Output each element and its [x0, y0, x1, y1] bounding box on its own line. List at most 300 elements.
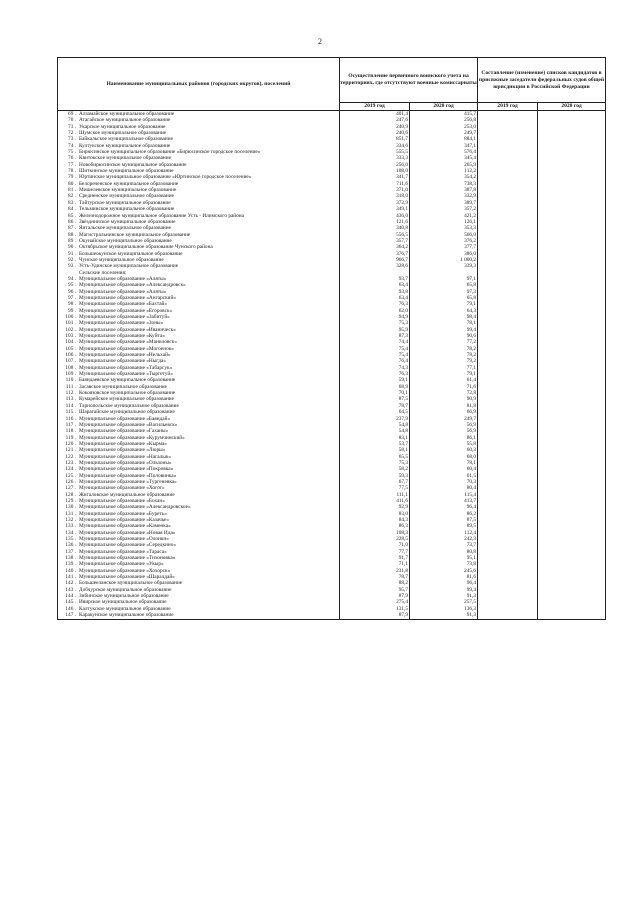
value-v2020: 99,4 [410, 587, 478, 593]
row-name: Байкальское муниципальное образование [79, 136, 173, 143]
value-v2019: 93,8 [340, 289, 410, 295]
value-v2019: 333,3 [340, 155, 410, 161]
value-v2020: 89,5 [410, 523, 478, 529]
value-v2020: 95,1 [410, 555, 478, 561]
value-v2019: 851,7 [340, 136, 410, 142]
row-number: 83 . [68, 199, 76, 206]
row-name: Муниципальное образование «Хогот» [79, 485, 165, 492]
value-v2019: 401,4 [340, 111, 410, 118]
value-v2020: 1 000,2 [410, 257, 478, 263]
value-v2020: 86,1 [410, 435, 478, 441]
row-number: 147 . [65, 612, 76, 619]
value-v2020: 77,2 [410, 339, 478, 345]
value-v2019: 94,9 [340, 314, 410, 320]
row-name: Мишелевское муниципальное образование [79, 187, 177, 194]
row-number: 78 . [68, 168, 76, 175]
row-number: 106 . [65, 352, 76, 359]
row-number: 88 . [68, 231, 76, 238]
row-number: 136 . [65, 542, 76, 549]
row-name: Муниципальное образование «Покровка» [79, 466, 174, 473]
row-number: 111 . [65, 383, 76, 390]
value-v2020: 112,2 [410, 168, 478, 174]
row-name: Кокоязовское муниципальное образование [79, 390, 176, 397]
row-number: 76 . [68, 155, 76, 162]
row-number: 74 . [68, 142, 76, 149]
row-name: Укарское муниципальное образование [79, 123, 166, 130]
row-name: Муниципальное образование «Тургеневка» [79, 478, 177, 485]
row-name: Магистральнинское муниципальное образование [79, 231, 191, 238]
row-number: 100 . [65, 314, 76, 320]
header-jury-lists: Составление (изменение) списков кандидатов в присяжные заседатели федеральных судов общей юрисдикции в Российской Федерации [478, 58, 606, 103]
value-v2019: 58,2 [340, 466, 410, 472]
row-name: Муниципальное образование «Тараса» [79, 548, 167, 555]
row-name: Муниципальное образование «Бахтай» [79, 301, 168, 308]
row-number: 116 . [65, 415, 76, 422]
row-number: 129 . [65, 497, 76, 504]
row-number: 133 . [65, 523, 76, 530]
value-v2020: 66,9 [410, 409, 478, 415]
value-v2020: 256,8 [410, 117, 478, 123]
row-name: Муниципальное образование «Шаралдай» [79, 574, 175, 581]
value-v2020: 96,4 [410, 504, 478, 510]
value-v2020: 884,1 [410, 136, 478, 142]
row-number: 119 . [65, 434, 76, 441]
value-v2019: 328,6 [340, 263, 410, 269]
value-v2020: 73,8 [410, 561, 478, 567]
value-v2019: 67,7 [340, 479, 410, 485]
value-v2019: 63,4 [340, 282, 410, 288]
row-number: 93 . [68, 263, 76, 270]
value-v2020: 70,3 [410, 479, 478, 485]
value-v2019: 62,0 [340, 308, 410, 314]
value-v2019: 59,1 [340, 377, 410, 383]
row-name: Кумарейское муниципальное образование [79, 396, 174, 403]
row-number: 72 . [68, 130, 76, 137]
row-number: 108 . [65, 364, 76, 371]
row-name: Муниципальное образование «Забитуй» [79, 314, 170, 320]
value-v2020: 71,6 [410, 384, 478, 390]
value-v2019: 75,3 [340, 320, 410, 326]
row-number: 85 . [68, 212, 76, 219]
value-v2019: 78,7 [340, 403, 410, 409]
row-number: 95 . [68, 282, 76, 289]
row-number: 80 . [68, 180, 76, 187]
jury-value-cell [478, 111, 538, 118]
value-v2020: 249,7 [410, 130, 478, 136]
row-name: Муниципальное образование «Бохан» [79, 497, 165, 504]
value-v2019: 318,0 [340, 193, 410, 199]
value-v2019: 71,0 [340, 542, 410, 548]
row-name: Атагайское муниципальное образование [79, 117, 171, 124]
row-number: 139 . [65, 561, 76, 568]
row-name: Калтукское муниципальное образование [79, 605, 171, 612]
row-name: Муниципальное образование «Александровск» [79, 282, 186, 289]
row-name: Сельские поселения: [79, 269, 127, 276]
value-v2020: 415,7 [410, 111, 478, 118]
row-number: 118 . [65, 428, 76, 435]
value-v2019: 247,6 [340, 117, 410, 123]
value-v2019: 58,1 [340, 447, 410, 453]
value-v2019: 74,3 [340, 365, 410, 371]
value-v2020: 61,4 [410, 377, 478, 383]
row-number: 114 . [65, 402, 76, 409]
value-v2019: 93,7 [340, 276, 410, 282]
value-v2020: 65,8 [410, 282, 478, 288]
row-number: 124 . [65, 466, 76, 473]
value-v2019: 59,3 [340, 473, 410, 479]
row-number: 143 . [65, 586, 76, 593]
row-number: 75 . [68, 149, 76, 156]
value-v2019: 87,5 [340, 396, 410, 402]
value-v2020: 90,6 [410, 333, 478, 339]
row-name: Муниципальное образование «Олонки» [79, 536, 169, 543]
value-v2019: 340,8 [340, 225, 410, 231]
value-v2019: 75,4 [340, 346, 410, 352]
row-name: Муниципальное образование «Егоровск» [79, 307, 173, 314]
row-name: Жигаловское муниципальное образование [79, 491, 175, 498]
value-v2019: 357,7 [340, 238, 410, 244]
value-v2019: 966,7 [340, 257, 410, 263]
row-name: Муниципальное образование «Могоенок» [79, 345, 174, 352]
row-name: Юртинское муниципальное образование «Юртинское городское поселение» [79, 174, 252, 181]
row-number: 142 . [65, 580, 76, 587]
value-v2019: 108,3 [340, 530, 410, 536]
value-v2019: 76,4 [340, 358, 410, 364]
value-v2020: 78,1 [410, 320, 478, 326]
value-v2019: 78,7 [340, 574, 410, 580]
row-name: Новобирюсинское муниципальное образование [79, 161, 187, 168]
value-v2020: 78,2 [410, 346, 478, 352]
row-name: Шиткинское муниципальное образование [79, 168, 174, 175]
value-v2019: 341,7 [340, 174, 410, 180]
value-v2020: 265,9 [410, 162, 478, 168]
value-v2019: 121,6 [340, 219, 410, 225]
row-name: Тарнопольское муниципальное образование [79, 402, 179, 409]
row-name: Муниципальное образование «Казачье» [79, 517, 170, 523]
jury-value-cell [538, 612, 606, 619]
row-number: 144 . [65, 593, 76, 600]
jury-value-cell [478, 612, 538, 619]
value-v2019: 95,7 [340, 587, 410, 593]
row-name: Муниципальное образование «Хохорск» [79, 567, 171, 574]
row-number: 84 . [68, 206, 76, 213]
value-v2020: 97,1 [410, 276, 478, 282]
row-name: Муниципальное образование «Аляты» [79, 288, 167, 295]
value-v2020: 61,5 [410, 473, 478, 479]
row-number: 132 . [65, 517, 76, 523]
header-jury-year-2019: 2019 год [478, 103, 538, 111]
value-v2020: 353,3 [410, 225, 478, 231]
value-v2020: 78,1 [410, 460, 478, 466]
row-number: 91 . [68, 250, 76, 257]
value-v2019: 68,9 [340, 384, 410, 390]
row-name: Муниципальное образование «Иваническ» [79, 326, 176, 333]
row-name: Засавское муниципальное образование [79, 383, 167, 390]
row-number: 112 . [65, 390, 76, 397]
value-v2020: 60,3 [410, 447, 478, 453]
value-v2019: 131,5 [340, 606, 410, 612]
value-v2019: 256,0 [340, 162, 410, 168]
row-number: 87 . [68, 225, 76, 232]
row-number: 140 . [65, 567, 76, 574]
row-number: 127 . [65, 485, 76, 492]
row-number: 98 . [68, 301, 76, 308]
row-number: 145 . [65, 599, 76, 606]
value-v2019: 349,1 [340, 206, 410, 212]
row-name: Муниципальное образование «Каменка» [79, 523, 171, 530]
value-v2020: 64,3 [410, 308, 478, 314]
value-v2020: 332,9 [410, 193, 478, 199]
value-v2020: 245,6 [410, 568, 478, 574]
header-military-registration: Осуществление первичного воинского учета на территориях, где отсутствуют военные комиссариаты [340, 58, 478, 103]
row-name-cell [58, 612, 340, 619]
row-name: Бирюсинское муниципальное образование «Бирюсинское городское поселение» [79, 149, 261, 156]
appropriations-table [57, 57, 606, 620]
value-v2019: 74,4 [340, 339, 410, 345]
row-name: Железнодорожное муниципальное образование Усть - Илимского района [79, 212, 244, 219]
value-v2019: 711,6 [340, 181, 410, 187]
row-name: Муниципальное образование «Маниловск» [79, 339, 177, 346]
value-v2020: 80,4 [410, 485, 478, 491]
value-v2020: 249,7 [410, 416, 478, 422]
row-number: 79 . [68, 174, 76, 181]
value-v2020: 77,1 [410, 365, 478, 371]
row-name: Муниципальное образование «Александровское» [79, 504, 191, 511]
row-name: Октябрьское муниципальное образование Чунского района [79, 244, 213, 251]
row-name: Янтальское муниципальное образование [79, 225, 171, 232]
row-name: Муниципальное образование «Половинка» [79, 472, 177, 479]
value-v2020: 339,3 [410, 263, 478, 269]
row-name: Муниципальное образование «Баяндай» [79, 415, 171, 422]
value-v2020: 80,8 [410, 549, 478, 555]
value-v2020: 65,8 [410, 295, 478, 301]
row-number: 123 . [65, 459, 76, 466]
value-v2020: 115,4 [410, 492, 478, 498]
row-name: Муниципальное образование «Тыргетуй» [79, 371, 173, 378]
value-v2019: 372,9 [340, 200, 410, 206]
row-name: Баяндаевское муниципальное образование [79, 377, 176, 384]
row-number: 115 . [65, 409, 76, 416]
row-number: 109 . [65, 371, 76, 378]
value-v2019: 71,1 [340, 561, 410, 567]
row-name: Чунское муниципальное образование [79, 256, 164, 263]
value-v2020: 389,7 [410, 200, 478, 206]
row-number: 135 . [65, 536, 76, 543]
value-v2020: 81,8 [410, 403, 478, 409]
value-v2019: 87,9 [340, 593, 410, 599]
row-name: Муниципальное образование «Ныгда» [79, 358, 166, 365]
value-v2020: 257,5 [410, 599, 478, 605]
value-v2020: 357,2 [410, 206, 478, 212]
row-name: Каракунское муниципальное образование [79, 612, 174, 619]
value-v2019: 77,7 [340, 549, 410, 555]
row-number: 146 . [65, 605, 76, 612]
row-number: 97 . [68, 294, 76, 301]
header-year-2020: 2020 год [410, 103, 478, 111]
row-number: 69 . [68, 111, 76, 117]
value-v2020: 91,3 [410, 612, 478, 619]
value-v2020: 738,3 [410, 181, 478, 187]
row-name: Добчурское муниципальное образование [79, 586, 172, 593]
value-v2020: 72,8 [410, 390, 478, 396]
table-row [58, 612, 606, 619]
row-name: Муниципальное образование «Новая Ида» [79, 529, 176, 536]
row-number: 71 . [68, 123, 76, 130]
row-number: 110 . [65, 377, 76, 384]
row-name: Муниципальное образование «Буреть» [79, 510, 167, 517]
row-number: 81 . [68, 187, 76, 194]
row-name: Тайтурское муниципальное образование [79, 199, 171, 206]
value-v2019: 86,3 [340, 523, 410, 529]
value-v2019: 240,6 [340, 130, 410, 136]
value-v2020: 413,7 [410, 498, 478, 504]
row-number: 128 . [65, 491, 76, 498]
value-v2019: 70,1 [340, 390, 410, 396]
row-number: 125 . [65, 472, 76, 479]
row-number: 104 . [65, 339, 76, 346]
row-name-cell [58, 111, 340, 118]
value-v2019: 411,6 [340, 498, 410, 504]
row-name: Белореченское муниципальное образование [79, 180, 179, 187]
value-v2019: 364,2 [340, 244, 410, 250]
row-number: 94 . [68, 275, 76, 282]
row-number: 103 . [65, 333, 76, 340]
row-name: Муниципальное образование «Кырма» [79, 440, 167, 447]
page-number: 2 [318, 37, 322, 46]
value-v2020: 78,2 [410, 352, 478, 358]
value-v2020: 136,3 [410, 606, 478, 612]
row-number: 131 . [65, 510, 76, 517]
row-number: 102 . [65, 326, 76, 333]
row-number: 121 . [65, 447, 76, 454]
value-v2020: 90,9 [410, 396, 478, 402]
value-v2020: 56,9 [410, 428, 478, 434]
value-v2019: 77,5 [340, 485, 410, 491]
header-year-2019: 2019 год [340, 103, 410, 111]
value-v2019: 76,3 [340, 371, 410, 377]
row-name: Окунайское муниципальное образование [79, 237, 172, 244]
value-v2019: 237,9 [340, 416, 410, 422]
row-name: Муниципальное образование «Ользоны» [79, 459, 172, 466]
value-v2020: 566,0 [410, 232, 478, 238]
row-name: Муниципальное образование «Ангарский» [79, 294, 176, 301]
value-v2019: 76,3 [340, 301, 410, 307]
table-row [58, 111, 606, 118]
row-name: Большееланское муниципальное образование [79, 580, 183, 587]
value-v2019: 54,8 [340, 422, 410, 428]
row-number: 86 . [68, 218, 76, 225]
value-v2019: 53,7 [340, 441, 410, 447]
row-name: Ивирское муниципальное образование [79, 599, 167, 606]
value-v2020: 73,7 [410, 542, 478, 548]
row-number: 77 . [68, 161, 76, 168]
value-v2019: 228,5 [340, 536, 410, 542]
value-v2019: 231,8 [340, 568, 410, 574]
value-v2020: 60,4 [410, 466, 478, 472]
value-v2019: 83,1 [340, 435, 410, 441]
row-name: Муниципальное образование «Люры» [79, 447, 166, 454]
value-v2019: 54,8 [340, 428, 410, 434]
value-v2019: 275,4 [340, 599, 410, 605]
value-v2020: 112,4 [410, 530, 478, 536]
row-name: Муниципальное образование «Нельхай» [79, 352, 171, 359]
value-v2020: 421,2 [410, 213, 478, 219]
row-name: Квитокское муниципальное образование [79, 155, 171, 162]
value-v2020: 345,4 [410, 155, 478, 161]
row-number: 82 . [68, 193, 76, 200]
row-name: Муниципальное образование «Аляты» [79, 275, 167, 282]
row-number: 92 . [68, 256, 76, 263]
value-v2020: 68,0 [410, 454, 478, 460]
value-v2020: 386,0 [410, 251, 478, 257]
value-v2019: 95,9 [340, 327, 410, 333]
row-number: 138 . [65, 555, 76, 562]
value-v2019: 75,3 [340, 460, 410, 466]
value-v2019: 88,2 [340, 580, 410, 586]
row-name: Муниципальное образование «Нагалык» [79, 453, 172, 460]
row-number: 117 . [65, 421, 76, 428]
value-v2019: 91,7 [340, 555, 410, 561]
row-name: Муниципальное образование «Табарсук» [79, 364, 173, 371]
value-v2019: 65,5 [340, 454, 410, 460]
value-v2019: 63,4 [340, 295, 410, 301]
row-name: Муниципальное образование «Васильевск» [79, 421, 178, 428]
value-v2019: 111,1 [340, 492, 410, 498]
value-v2019: 436,0 [340, 213, 410, 219]
row-name: Большеокунское муниципальное образование [79, 250, 183, 257]
value-v2020: 96,4 [410, 580, 478, 586]
value-v2020: 99,4 [410, 327, 478, 333]
row-number: 141 . [65, 574, 76, 581]
header-jury-year-2020: 2020 год [538, 103, 606, 111]
value-v2020: 86,2 [410, 511, 478, 517]
row-number: 105 . [65, 345, 76, 352]
row-number: 120 . [65, 440, 76, 447]
value-v2020: 55,8 [410, 441, 478, 447]
value-v2020: 81,6 [410, 574, 478, 580]
value-v2020: 253,0 [410, 124, 478, 130]
row-name: Муниципальное образование «Середкино» [79, 542, 177, 549]
row-number: 70 . [68, 117, 76, 124]
header-name: Наименование муниципальных районов (городских округов), поселений [58, 58, 340, 111]
value-v2020: 376,2 [410, 238, 478, 244]
row-name: Муниципальное образование «Гаханы» [79, 428, 169, 435]
row-number: 122 . [65, 453, 76, 460]
row-name: Усть-Удинское муниципальное образование [79, 263, 179, 270]
row-number: 130 . [65, 504, 76, 511]
value-v2019: 92,9 [340, 504, 410, 510]
row-number: 73 . [68, 136, 76, 143]
value-v2020: 576,4 [410, 149, 478, 155]
value-v2020: 79,2 [410, 358, 478, 364]
value-v2020: 347,1 [410, 143, 478, 149]
row-name: Шарагайское муниципальное образование [79, 409, 175, 416]
value-v2020: 98,4 [410, 314, 478, 320]
row-name: Звёзднинское муниципальное образование [79, 218, 176, 225]
row-number: 134 . [65, 529, 76, 536]
value-v2019: 75,4 [340, 352, 410, 358]
jury-value-cell [538, 111, 606, 118]
row-number: 107 . [65, 358, 76, 365]
row-number: 113 . [65, 396, 76, 403]
row-number: 126 . [65, 478, 76, 485]
row-number: 90 . [68, 244, 76, 251]
row-name: Шумское муниципальное образование [79, 130, 167, 137]
row-name: Муниципальное образование «Тихоновка» [79, 555, 176, 562]
value-v2020: 56,9 [410, 422, 478, 428]
value-v2019: 376,7 [340, 251, 410, 257]
value-v2020: 97,3 [410, 289, 478, 295]
